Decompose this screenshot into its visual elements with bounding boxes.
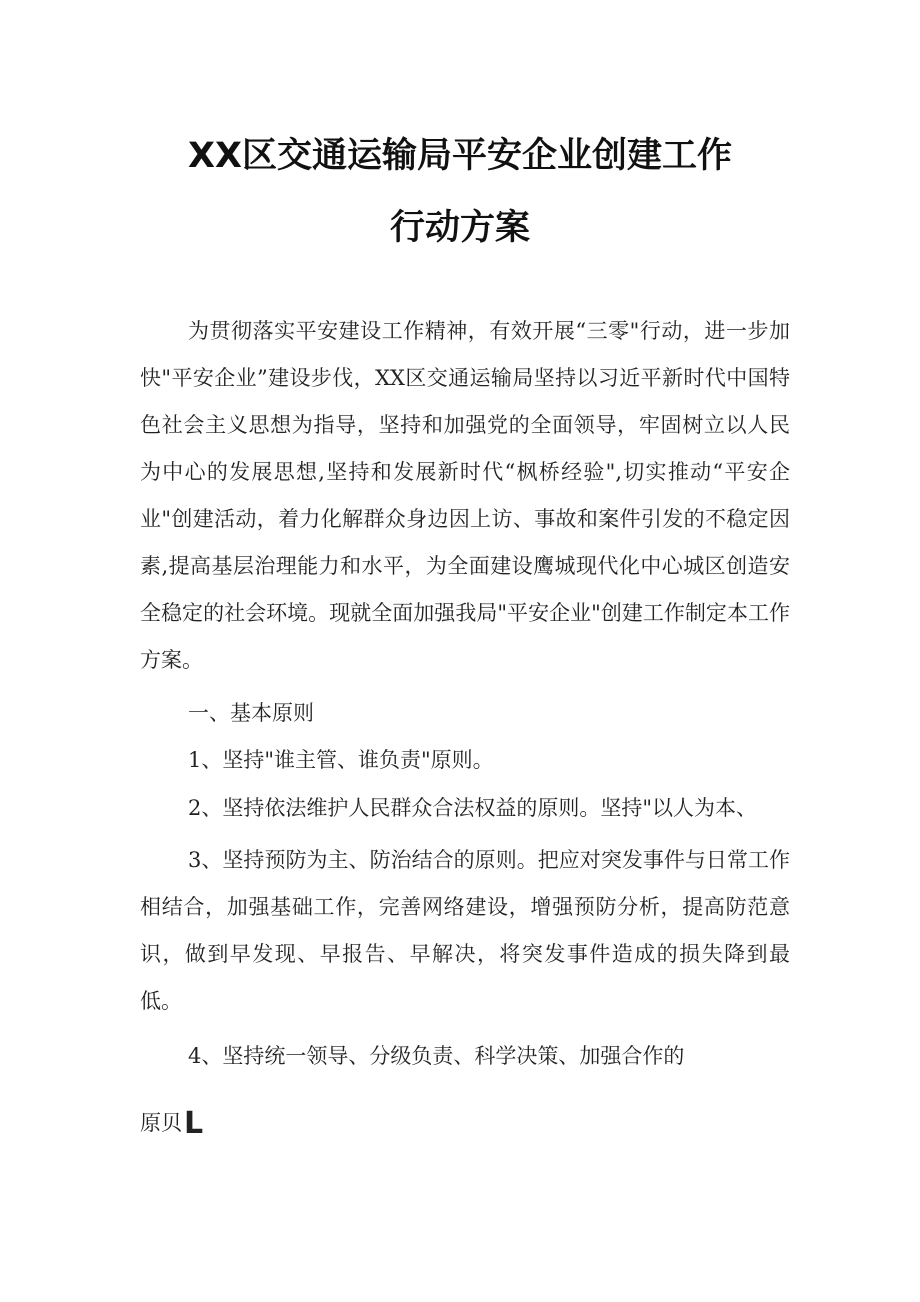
document-title-line-2: 行动方案 (389, 208, 530, 248)
continuation-text: 原贝 (140, 1111, 182, 1135)
document-title-line-1: XX区交通运输局平安企业创建工作 (188, 136, 732, 176)
corner-glyph: L (184, 1106, 204, 1141)
principle-item-4-continuation (140, 1108, 800, 1139)
principle-item-1: 1、坚持"谁主管、谁负责"原则。 (188, 748, 494, 772)
intro-paragraph: 为贯彻落实平安建设工作精神，有效开展“三零"行动，进一步加快"平安企业”建设步伐，XX区交通运输局坚持以习近平新时代中国特色社会主义思想为指导，坚持和加强党的全面领导，牢固树立以人民为中心的发展思想,坚持和发展新时代“枫桥经验",切实推动“平安企业"创建活动，着力化解群众身边因上访、事故和案件引发的不稳定因素,提高基层治理能力和水平，为全面建设鹰城现代化中心城区创造安全稳定的社会环境。现就全面加强我局"平安企业"创建工作制定本工作方案。 (140, 319, 790, 672)
principle-item-2: 2、坚持依法维护人民群众合法权益的原则。坚持"以人为本、 (188, 796, 758, 820)
principle-item-3: 3、坚持预防为主、防治结合的原则。把应对突发事件与日常工作相结合，加强基础工作，完善网络建设，增强预防分析，提高防范意识，做到早发现、早报告、早解决，将突发事件造成的损失降到最低。 (140, 848, 790, 1013)
section-heading-basic-principles: 一、基本原则 (188, 701, 314, 725)
principle-item-4: 4、坚持统一领导、分级负责、科学决策、加强合作的 (188, 1044, 685, 1068)
